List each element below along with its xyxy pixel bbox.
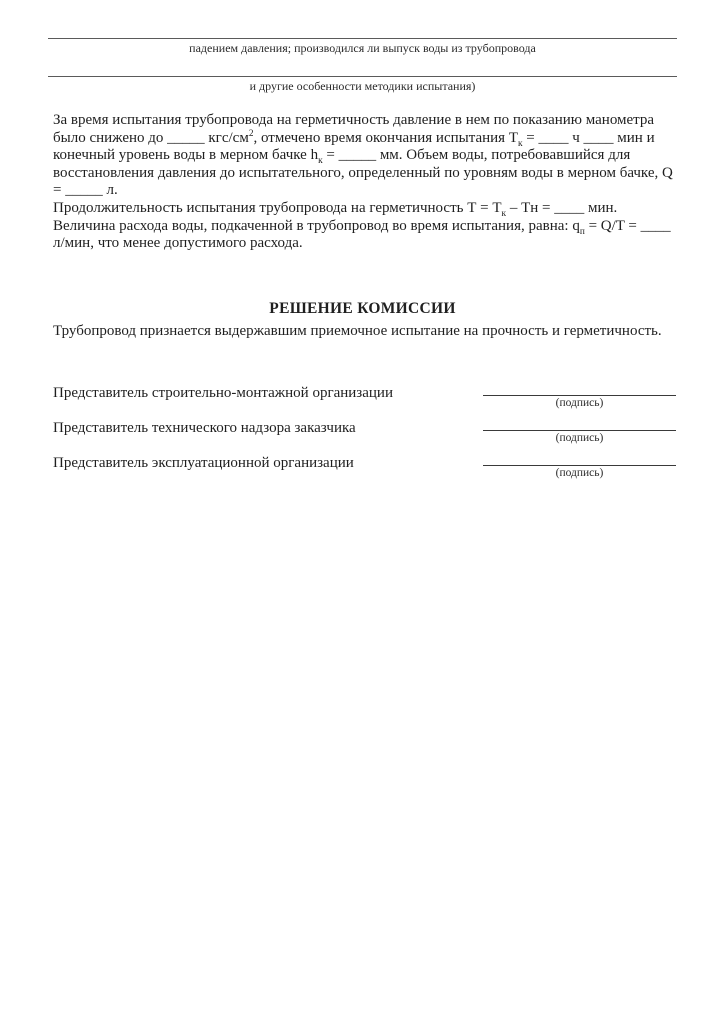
signature-label: Представитель эксплуатационной организации	[53, 455, 354, 472]
signature-caption: (подпись)	[555, 432, 604, 445]
results-seg-4: = _____ мм. Объем воды, потребовавшийся для восстановления давления до испытательного, определенный по уровням воды в мерном бачке, Q = _____ л.	[53, 147, 673, 199]
decision-heading: РЕШЕНИЕ КОМИССИИ	[269, 299, 456, 317]
results-seg-2: , отмечено время окончания испытания Т	[253, 129, 518, 146]
signature-line	[483, 385, 676, 396]
signature-area	[483, 385, 676, 410]
form-caption-2: и другие особенности методики испытания)	[249, 79, 476, 93]
duration-paragraph	[53, 200, 677, 253]
superscript-2: 2	[248, 128, 254, 139]
duration-seg-3: = Q/T = ____ л/мин, что менее допустимого расхода.	[53, 217, 671, 252]
form-blank-line-1	[48, 38, 677, 39]
signature-row-technical-supervision	[53, 420, 677, 445]
signature-line	[483, 420, 676, 431]
subscript-k-1: к	[517, 138, 523, 149]
subscript-p: п	[579, 226, 585, 237]
signature-line	[483, 455, 676, 466]
signature-label: Представитель строительно-монтажной организации	[53, 385, 393, 402]
signature-label: Представитель технического надзора заказчика	[53, 420, 356, 437]
duration-seg-2: – Тн = ____ мин. Величина расхода воды, подкаченной в трубопровод во время испытания, равна: q	[53, 199, 618, 234]
signature-area	[483, 420, 676, 445]
subscript-k-2: к	[318, 156, 323, 167]
signature-row-operating-org	[53, 455, 677, 480]
results-seg-1: За время испытания трубопровода на герметичность давление в нем по показанию манометра было снижено до _____ кгс/см	[53, 112, 655, 146]
test-results-text-block	[53, 112, 677, 253]
form-caption-1: падением давления; производился ли выпуск воды из трубопровода	[189, 41, 536, 55]
signature-row-construction	[53, 385, 677, 410]
signature-area	[483, 455, 676, 480]
signature-caption: (подпись)	[555, 467, 604, 480]
form-blank-line-2	[48, 76, 677, 77]
duration-seg-1: Продолжительность испытания трубопровода на герметичность Т = Т	[53, 199, 502, 216]
signature-caption: (подпись)	[555, 397, 604, 410]
results-seg-3: = ____ ч ____ мин и конечный уровень воды в мерном бачке h	[53, 129, 655, 164]
decision-text: Трубопровод признается выдержавшим приемочное испытание на прочность и герметичность.	[53, 322, 662, 339]
results-paragraph	[53, 112, 677, 200]
subscript-k-3: к	[501, 208, 507, 219]
signatures-section	[53, 385, 677, 480]
